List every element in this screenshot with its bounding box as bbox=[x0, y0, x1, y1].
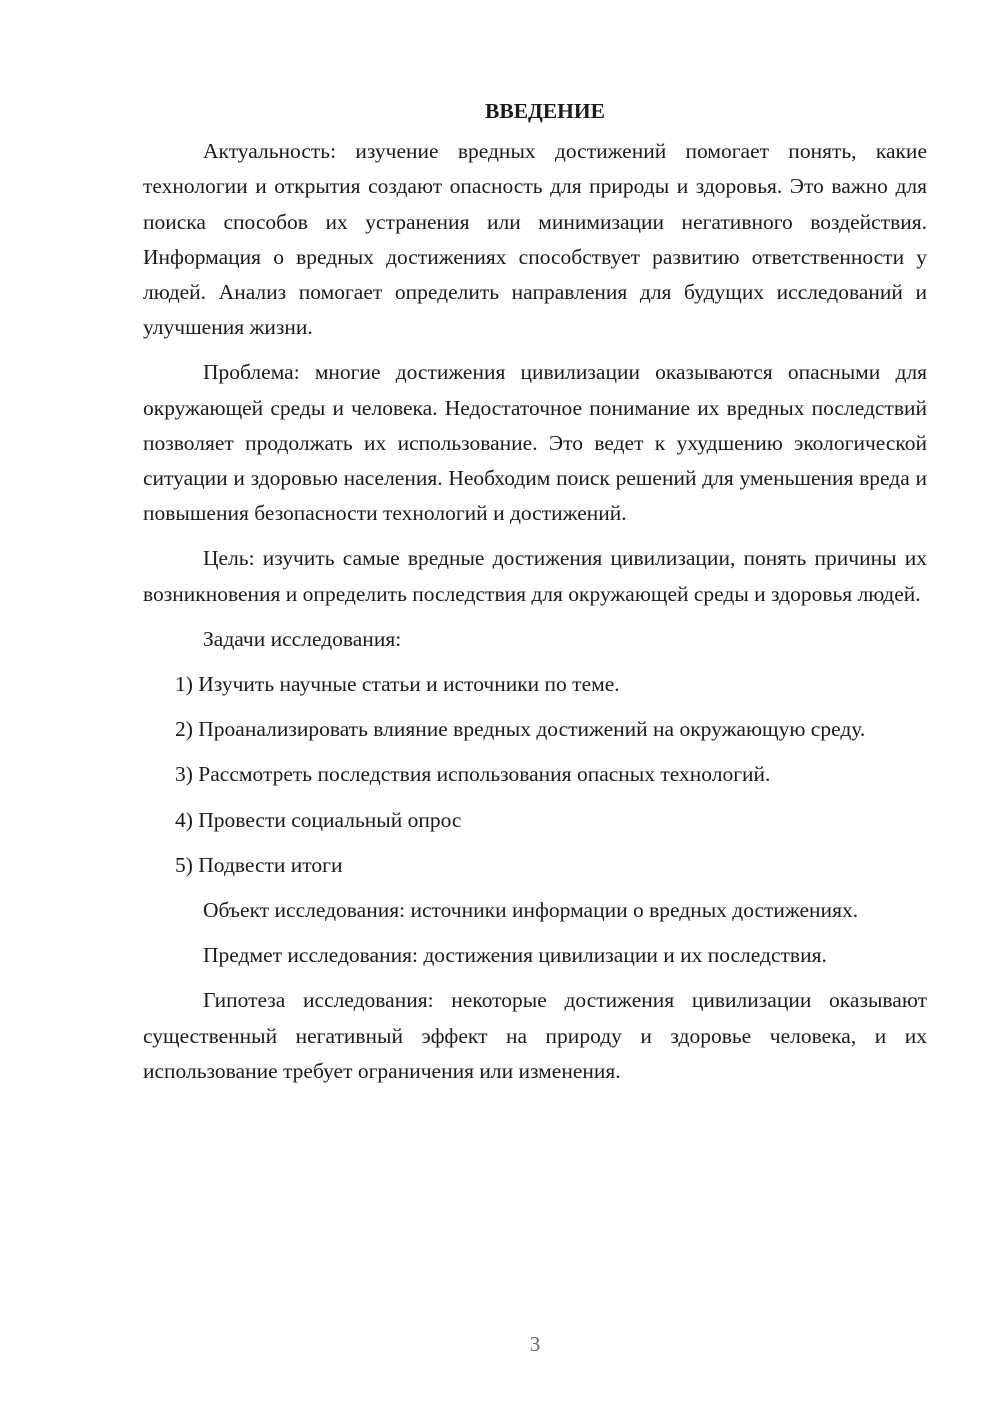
task-item: 4) Провести социальный опрос bbox=[175, 807, 462, 832]
task-item: 1) Изучить научные статьи и источники по теме. bbox=[175, 672, 620, 697]
subject-paragraph: Предмет исследования: достижения цивилизации и их последствия. bbox=[203, 943, 827, 968]
relevance-paragraph: Актуальность: изучение вредных достижений помогает понять, какие технологии и открытия создают опасность для природы и здоровья. Это важно для поиска способов их устранения или минимизации негативного воздействия. Информация о вредных достижениях способствует развитию ответственности у людей. Анализ помогает определить направления для будущих исследований и улучшения жизни. bbox=[143, 139, 927, 340]
page-number: 3 bbox=[529, 1332, 541, 1356]
page-content bbox=[143, 94, 927, 1099]
tasks-heading: Задачи исследования: bbox=[203, 626, 402, 651]
hypothesis-paragraph: Гипотеза исследования: некоторые достижения цивилизации оказывают существенный негативный эффект на природу и здоровье человека, и их использование требует ограничения или изменения. bbox=[143, 988, 927, 1083]
problem-paragraph: Проблема: многие достижения цивилизации оказываются опасными для окружающей среды и человека. Недостаточное понимание их вредных последствий позволяет продолжать их использование. Это ведет к ухудшению экологической ситуации и здоровью населения. Необходим поиск решений для уменьшения вреда и повышения безопасности технологий и достижений. bbox=[143, 360, 927, 526]
goal-paragraph: Цель: изучить самые вредные достижения цивилизации, понять причины их возникновения и определить последствия для окружающей среды и здоровья людей. bbox=[143, 546, 927, 606]
page-title: ВВЕДЕНИЕ bbox=[485, 99, 605, 123]
task-item: 5) Подвести итоги bbox=[175, 852, 343, 877]
task-item: 3) Рассмотреть последствия использования опасных технологий. bbox=[175, 762, 771, 787]
object-paragraph: Объект исследования: источники информации о вредных достижениях. bbox=[203, 898, 859, 923]
task-item: 2) Проанализировать влияние вредных достижений на окружающую среду. bbox=[175, 717, 866, 742]
